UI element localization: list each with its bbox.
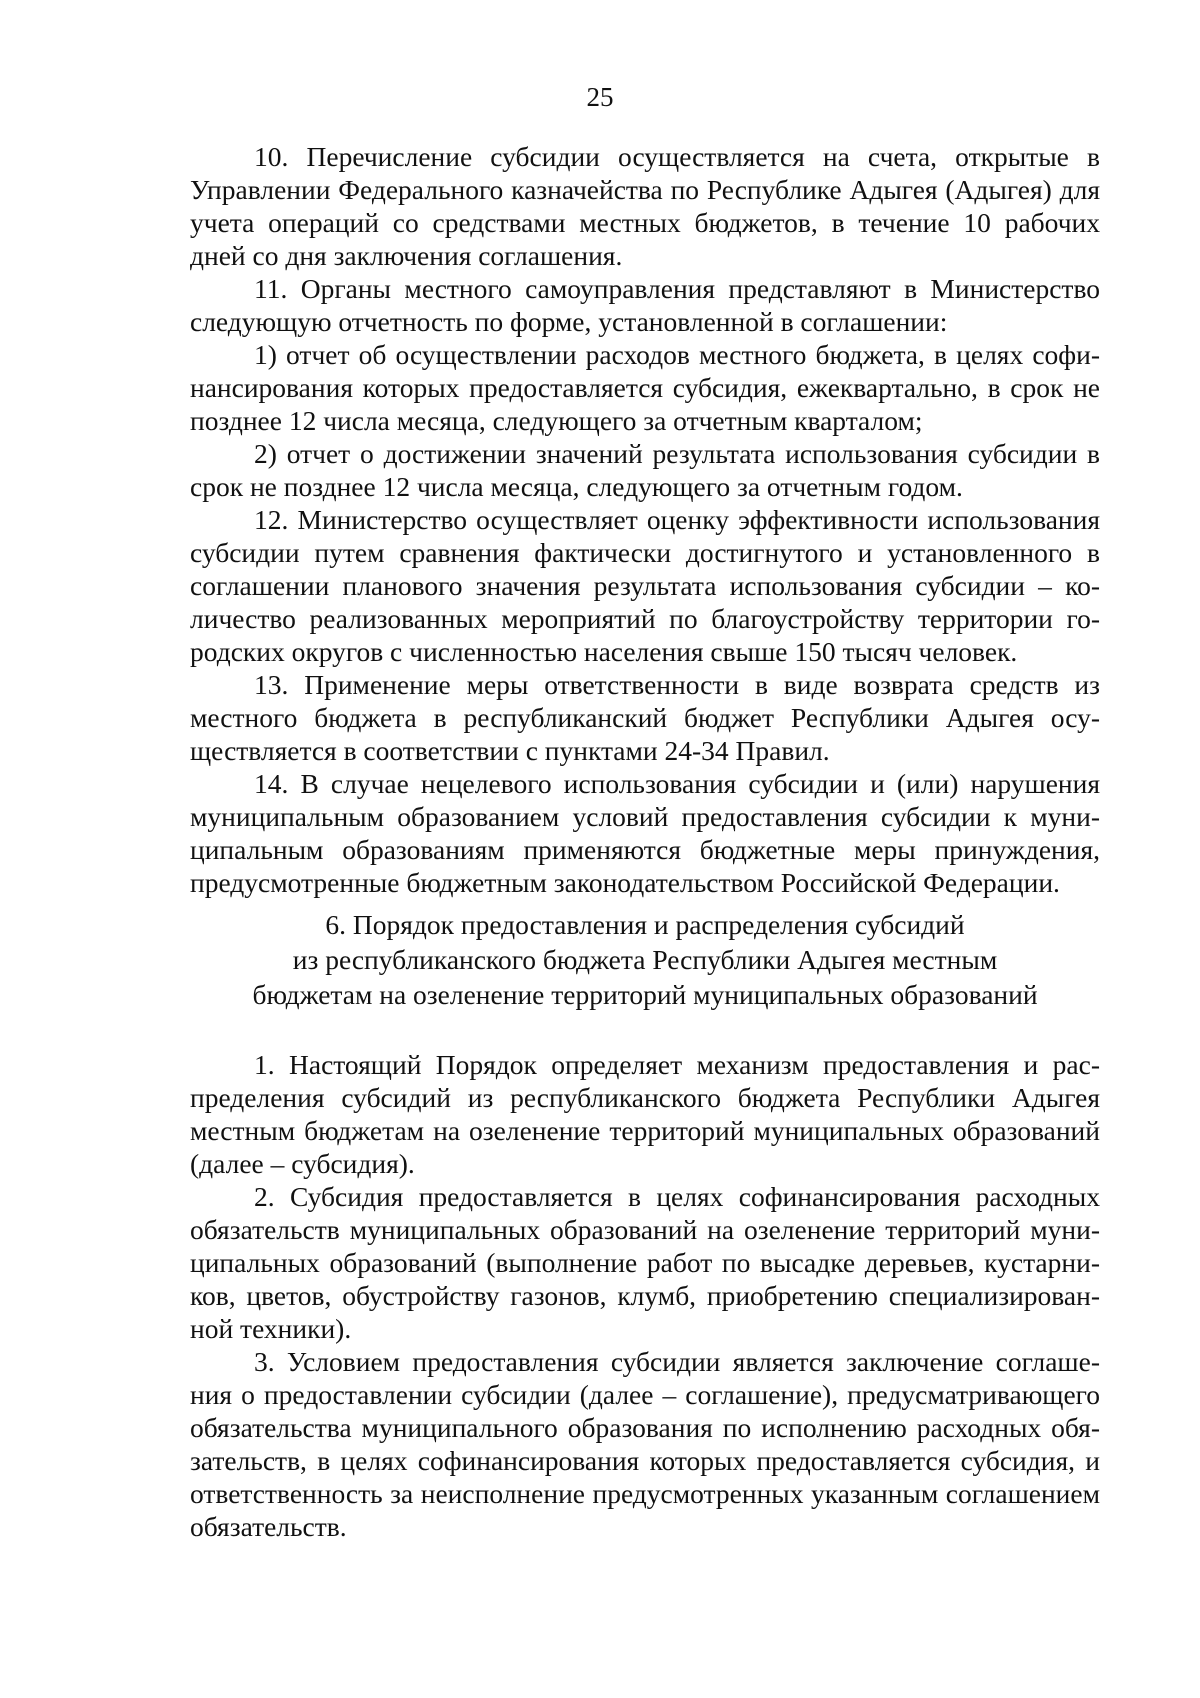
page-number: 25 bbox=[586, 82, 614, 112]
section-6-heading bbox=[190, 907, 1100, 1012]
section-6-paragraph-2: 2. Субсидия предоставляется в целях софинансирования расходных обязательств муниципальных образований на озеленение территорий муниципальных образований (выполнение работ по высадке деревьев, кустарников, цветов, обустройству газонов, клумб, приобретению специализированной техники). bbox=[190, 1181, 1100, 1344]
paragraph-11-item-1: 1) отчет об осуществлении расходов местного бюджета, в целях софинансирования которых предоставляется субсидия, ежеквартально, в срок не позднее 12 числа месяца, следующего за отчетным кварталом; bbox=[190, 339, 1100, 436]
section-6-paragraph-3: 3. Условием предоставления субсидии является заключение соглашения о предоставлении субсидии (далее – соглашение), предусматривающего обязательства муниципального образования по исполнению расходных обязательств, в целях софинансирования которых предоставляется субсидия, и ответственность за неисполнение предусмотренных указанным соглашением обязательств. bbox=[190, 1346, 1100, 1542]
heading-line: бюджетам на озеленение территорий муниципальных образований bbox=[252, 979, 1038, 1010]
heading-line: 6. Порядок предоставления и распределения субсидий bbox=[325, 909, 965, 940]
paragraph-14: 14. В случае нецелевого использования субсидии и (или) нарушения муниципальным образованием условий предоставления субсидии к муниципальным образованиям применяются бюджетные меры принуждения, предусмотренные бюджетным законодательством Российской Федерации. bbox=[190, 768, 1100, 898]
section-6-body bbox=[190, 1048, 1100, 1543]
paragraph-12: 12. Министерство осуществляет оценку эффективности использования субсидии путем сравнения фактически достигнутого и установленного в соглашении планового значения результата использования субсидии – количество реализованных мероприятий по благоустройству территории городских округов с численностью населения свыше 150 тысяч человек. bbox=[190, 504, 1100, 667]
paragraph-13: 13. Применение меры ответственности в виде возврата средств из местного бюджета в республиканский бюджет Республики Адыгея осуществляется в соответствии с пунктами 24-34 Правил. bbox=[190, 669, 1100, 766]
heading-line: из республиканского бюджета Республики Адыгея местным bbox=[292, 944, 998, 975]
section-6-paragraph-1: 1. Настоящий Порядок определяет механизм предоставления и распределения субсидий из республиканского бюджета Республики Адыгея местным бюджетам на озеленение территорий муниципальных образований (далее – субсидия). bbox=[190, 1049, 1100, 1179]
paragraph-11-item-2: 2) отчет о достижении значений результата использования субсидии в срок не позднее 12 числа месяца, следующего за отчетным годом. bbox=[190, 438, 1100, 502]
paragraph-10: 10. Перечисление субсидии осуществляется на счета, открытые в Управлении Федерального казначейства по Республике Адыгея (Адыгея) для учета операций со средствами местных бюджетов, в течение 10 рабочих дней со дня заключения соглашения. bbox=[190, 141, 1100, 271]
section-5-continuation bbox=[190, 140, 1100, 899]
paragraph-11: 11. Органы местного самоуправления представляют в Министерство следующую отчетность по форме, установленной в соглашении: bbox=[190, 273, 1100, 337]
